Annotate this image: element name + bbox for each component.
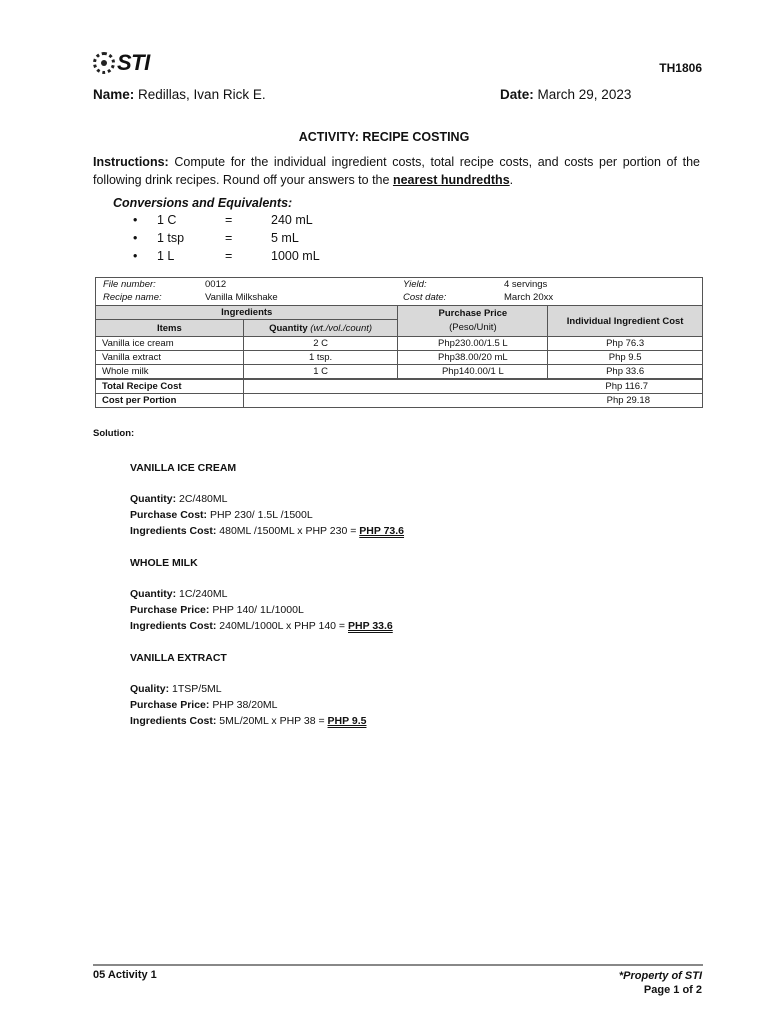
bullet-icon: • [133, 249, 138, 263]
table-meta-row [96, 278, 703, 306]
ingredient-qty: 2 C [243, 337, 398, 351]
conversion-equals: = [225, 231, 233, 245]
quantity-header-note: (wt./vol./count) [310, 322, 373, 334]
table-header-row [96, 306, 703, 320]
solution-line [130, 509, 313, 521]
yield-label: Yield: [403, 279, 427, 290]
solution-line [130, 620, 393, 632]
solution-answer: PHP 73.6 [359, 525, 405, 537]
sti-logo-icon [93, 52, 115, 74]
ingredient-item: Vanilla extract [96, 351, 244, 365]
solution-answer: PHP 33.6 [348, 620, 393, 632]
ingredient-item: Vanilla ice cream [96, 337, 244, 351]
instructions-text: Compute for the individual ingredient costs, total recipe costs, and costs per portion of the following drink recipes. Round off your answers to the [93, 155, 700, 187]
bullet-icon: • [133, 231, 138, 245]
solution-line [130, 588, 227, 600]
conversion-value: 5 mL [271, 231, 299, 245]
instructions-label: Instructions: [93, 155, 169, 169]
instructions [93, 153, 700, 189]
purchase-price-sub: (Peso/Unit) [449, 322, 497, 333]
conversion-row [133, 231, 433, 249]
ingredient-qty: 1 C [243, 365, 398, 380]
footer-property: *Property of STI [618, 970, 702, 982]
solution-title: WHOLE MILK [130, 557, 198, 569]
solution-line-label: Purchase Price: [130, 604, 210, 616]
solution-line-value: 240ML/1000L x PHP 140 = [219, 620, 346, 632]
solution-line-value: 5ML/20ML x PHP 38 = [219, 715, 325, 727]
solution-line-label: Quantity: [130, 588, 177, 600]
sti-logo [93, 50, 150, 76]
name-label: Name: [93, 87, 135, 102]
conversion-unit: 1 C [157, 213, 177, 227]
ingredient-cost: Php 33.6 [548, 365, 703, 380]
footer-divider [93, 964, 703, 966]
solution-line [130, 604, 304, 616]
solution-line [130, 493, 227, 505]
total-row [96, 379, 703, 394]
conversion-row [133, 249, 433, 267]
sti-logo-text: STI [117, 50, 150, 75]
conversions-title: Conversions and Equivalents: [113, 196, 293, 210]
instructions-end: . [509, 173, 514, 187]
instructions-emphasis: nearest hundredths [392, 173, 510, 187]
items-header: Items [96, 320, 244, 337]
file-number-label: File number: [103, 279, 156, 290]
ingredient-price: Php230.00/1.5 L [398, 337, 548, 351]
solution-line-label: Purchase Cost: [130, 509, 208, 521]
quantity-header-title: Quantity [269, 322, 308, 334]
solution-line-label: Purchase Price: [130, 699, 210, 711]
conversion-unit: 1 L [157, 249, 175, 263]
purchase-price-header [398, 306, 548, 337]
solution-line-label: Ingredients Cost: [130, 620, 217, 632]
footer-right [619, 969, 702, 997]
solution-line-label: Quality: [130, 683, 170, 695]
table-row [96, 365, 703, 380]
solution-title: VANILLA ICE CREAM [130, 462, 237, 474]
purchase-price-title: Purchase Price [438, 308, 508, 319]
solution-line-value: 1TSP/5ML [172, 683, 222, 695]
activity-title: ACTIVITY: RECIPE COSTING [298, 130, 470, 144]
table-row [96, 351, 703, 365]
recipe-costing-table [95, 277, 703, 408]
ingredient-price: Php140.00/1 L [398, 365, 548, 380]
solution-label: Solution: [93, 428, 135, 439]
solution-line [130, 699, 278, 711]
conversion-unit: 1 tsp [157, 231, 185, 245]
quantity-header [243, 320, 398, 337]
conversion-value: 1000 mL [271, 249, 320, 263]
solution-title: VANILLA EXTRACT [130, 652, 227, 664]
solution-line [130, 683, 222, 695]
ingredients-header: Ingredients [96, 306, 398, 320]
solution-answer: PHP 9.5 [327, 715, 367, 727]
cost-date-value: March 20xx [504, 292, 554, 303]
table-row [96, 337, 703, 351]
recipe-name-value: Vanilla Milkshake [205, 292, 278, 303]
solution-line-value: 2C/480ML [179, 493, 228, 505]
ingredient-cost: Php 76.3 [548, 337, 703, 351]
name-value: Redillas, Ivan Rick E. [138, 87, 266, 102]
solution-line-value: PHP 38/20ML [212, 699, 278, 711]
date-value: March 29, 2023 [537, 87, 632, 102]
conversion-value: 240 mL [271, 213, 313, 227]
solution-line-label: Ingredients Cost: [130, 715, 217, 727]
solution-line [130, 525, 404, 537]
date-label: Date: [500, 87, 534, 102]
solution-line-value: 1C/240ML [179, 588, 228, 600]
solution-line-label: Quantity: [130, 493, 177, 505]
yield-value: 4 servings [504, 279, 548, 290]
document-code: TH1806 [659, 61, 702, 75]
recipe-name-label: Recipe name: [103, 292, 162, 303]
solution-line-label: Ingredients Cost: [130, 525, 217, 537]
bullet-icon: • [133, 213, 138, 227]
cost-per-portion-label: Cost per Portion [96, 394, 244, 408]
total-recipe-cost-label: Total Recipe Cost [96, 379, 244, 394]
ingredient-cost: Php 9.5 [548, 351, 703, 365]
cost-per-portion-value: Php 29.18 [243, 394, 702, 408]
ingredient-price: Php38.00/20 mL [398, 351, 548, 365]
conversion-row [133, 213, 433, 231]
solution-line-value: PHP 230/ 1.5L /1500L [209, 509, 313, 521]
student-info [93, 87, 703, 102]
solution-line-value: PHP 140/ 1L/1000L [212, 604, 304, 616]
ingredient-item: Whole milk [96, 365, 244, 380]
footer-page-number: Page 1 of 2 [643, 984, 702, 996]
total-recipe-cost-value: Php 116.7 [243, 379, 702, 394]
date-field [500, 87, 631, 102]
footer-left: 05 Activity 1 [93, 969, 157, 981]
portion-row [96, 394, 703, 408]
conversion-equals: = [225, 249, 233, 263]
individual-cost-header: Individual Ingredient Cost [548, 306, 703, 337]
solution-line-value: 480ML /1500ML x PHP 230 = [219, 525, 357, 537]
ingredient-qty: 1 tsp. [243, 351, 398, 365]
solution-line [130, 715, 366, 727]
conversion-equals: = [225, 213, 233, 227]
cost-date-label: Cost date: [403, 292, 447, 303]
file-number-value: 0012 [205, 279, 227, 290]
